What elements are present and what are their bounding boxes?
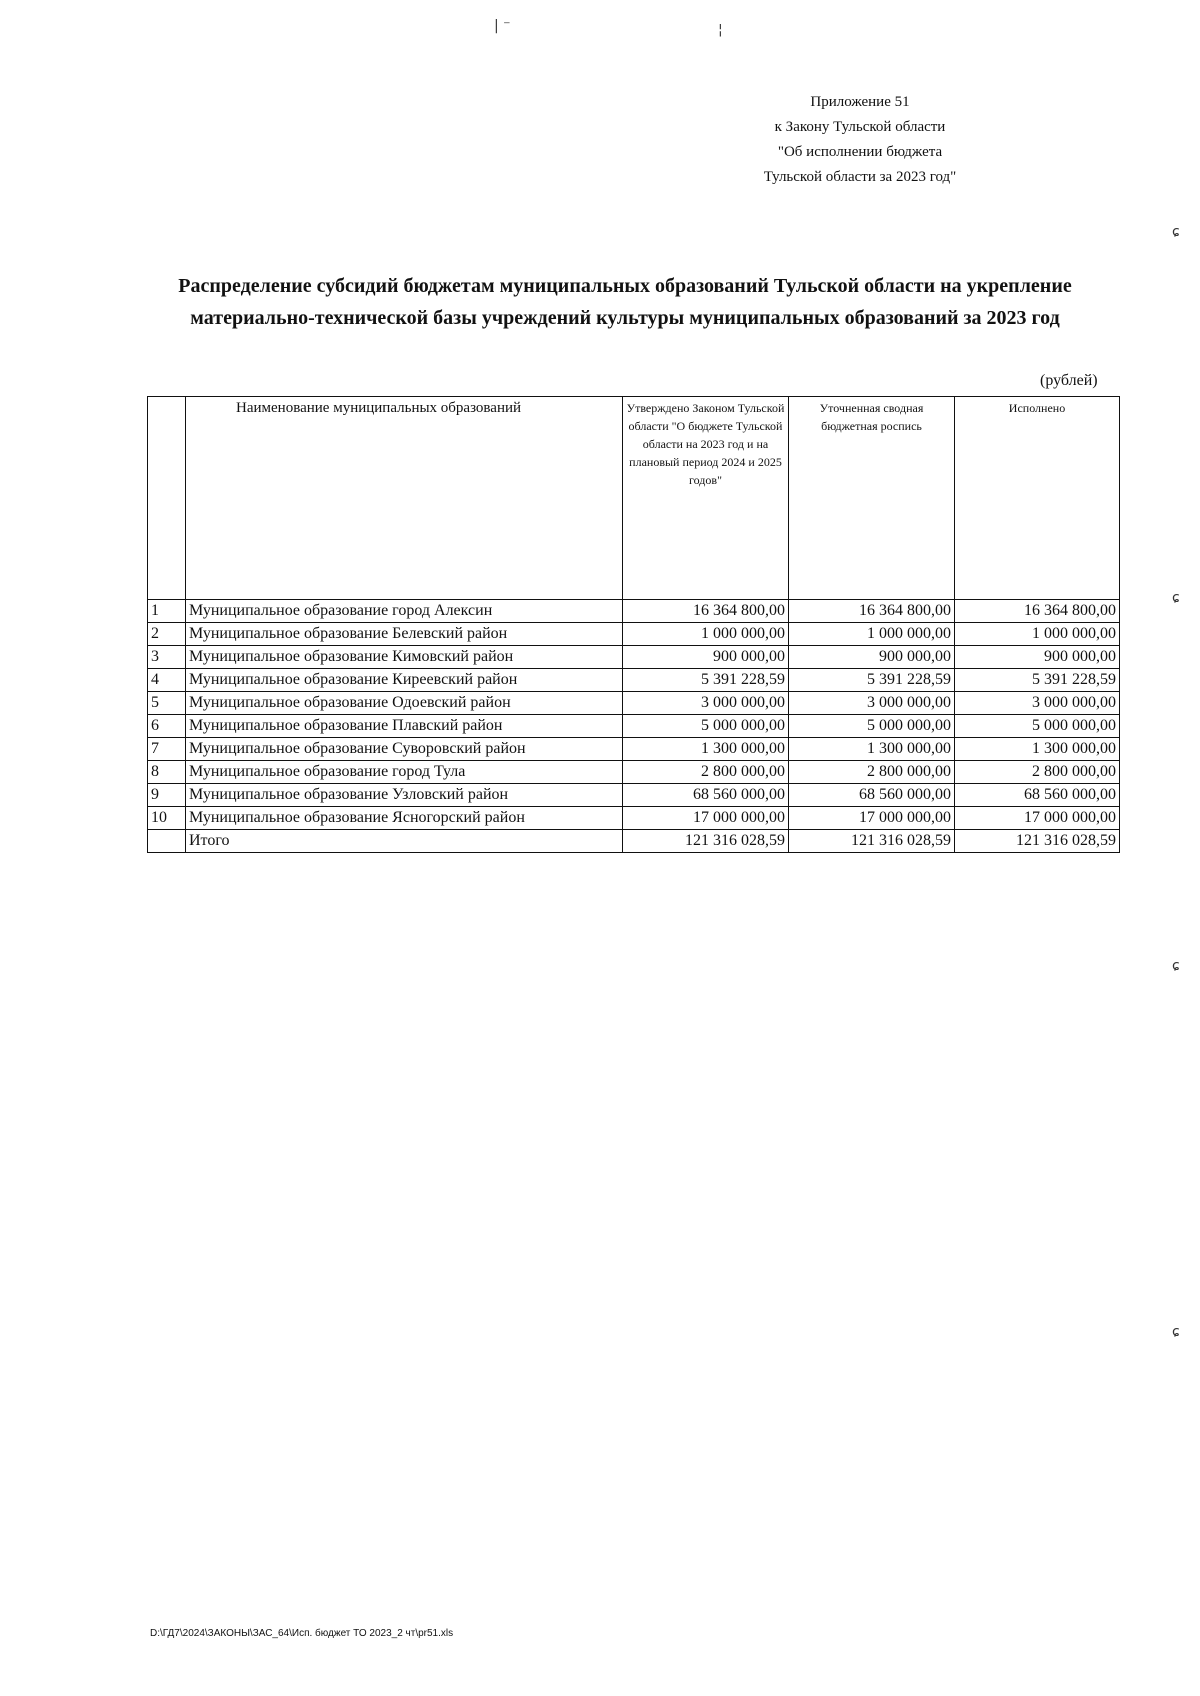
appendix-line-2: к Закону Тульской области bbox=[774, 119, 946, 135]
row-executed: 5 391 228,59 bbox=[955, 669, 1120, 692]
row-executed: 3 000 000,00 bbox=[955, 692, 1120, 715]
row-name: Муниципальное образование Белевский район bbox=[186, 623, 623, 646]
row-executed: 900 000,00 bbox=[955, 646, 1120, 669]
table-row bbox=[148, 669, 1120, 692]
appendix-line-3: "Об исполнении бюджета bbox=[777, 144, 943, 160]
row-name: Муниципальное образование Плавский район bbox=[186, 715, 623, 738]
row-revised: 5 000 000,00 bbox=[789, 715, 955, 738]
appendix-line-4: Тульской области за 2023 год" bbox=[763, 169, 957, 185]
table-row bbox=[148, 715, 1120, 738]
row-approved: 68 560 000,00 bbox=[623, 784, 789, 807]
row-revised: 900 000,00 bbox=[789, 646, 955, 669]
row-number: 2 bbox=[148, 623, 186, 646]
row-name: Муниципальное образование Узловский район bbox=[186, 784, 623, 807]
title-line-2: материально-технической базы учреждений культуры муниципальных образований за 2023 год bbox=[190, 307, 1060, 329]
unit-label: (рублей) bbox=[1040, 372, 1098, 389]
row-executed: 16 364 800,00 bbox=[955, 600, 1120, 623]
row-executed: 1 300 000,00 bbox=[955, 738, 1120, 761]
row-revised: 68 560 000,00 bbox=[789, 784, 955, 807]
row-approved: 2 800 000,00 bbox=[623, 761, 789, 784]
row-number: 4 bbox=[148, 669, 186, 692]
row-approved: 1 000 000,00 bbox=[623, 623, 789, 646]
row-name: Муниципальное образование Ясногорский район bbox=[186, 807, 623, 830]
row-number: 10 bbox=[148, 807, 186, 830]
total-approved: 121 316 028,59 bbox=[623, 830, 789, 853]
table-row bbox=[148, 761, 1120, 784]
total-number bbox=[148, 830, 186, 853]
row-revised: 17 000 000,00 bbox=[789, 807, 955, 830]
table-body bbox=[148, 600, 1120, 853]
row-name: Муниципальное образование Одоевский район bbox=[186, 692, 623, 715]
table-row bbox=[148, 784, 1120, 807]
total-label: Итого bbox=[186, 830, 623, 853]
row-approved: 1 300 000,00 bbox=[623, 738, 789, 761]
title-line-1: Распределение субсидий бюджетам муниципальных образований Тульской области на укрепление bbox=[178, 275, 1072, 297]
row-approved: 16 364 800,00 bbox=[623, 600, 789, 623]
scan-mark-margin-4: ɕ bbox=[1172, 1324, 1180, 1340]
appendix-line-1: Приложение 51 bbox=[810, 94, 910, 110]
row-number: 6 bbox=[148, 715, 186, 738]
row-name: Муниципальное образование город Алексин bbox=[186, 600, 623, 623]
total-revised: 121 316 028,59 bbox=[789, 830, 955, 853]
row-executed: 5 000 000,00 bbox=[955, 715, 1120, 738]
row-executed: 68 560 000,00 bbox=[955, 784, 1120, 807]
table-header-row bbox=[148, 397, 1120, 600]
document-title bbox=[130, 270, 1120, 334]
row-executed: 17 000 000,00 bbox=[955, 807, 1120, 830]
total-executed: 121 316 028,59 bbox=[955, 830, 1120, 853]
row-executed: 1 000 000,00 bbox=[955, 623, 1120, 646]
row-approved: 900 000,00 bbox=[623, 646, 789, 669]
header-approved: Утверждено Законом Тульской области "О бюджете Тульской области на 2023 год и на плановый период 2024 и 2025 годов" bbox=[623, 397, 789, 600]
scan-mark-top-right: ¦ bbox=[718, 22, 723, 38]
row-approved: 5 391 228,59 bbox=[623, 669, 789, 692]
row-revised: 1 300 000,00 bbox=[789, 738, 955, 761]
row-executed: 2 800 000,00 bbox=[955, 761, 1120, 784]
table-row bbox=[148, 623, 1120, 646]
row-approved: 3 000 000,00 bbox=[623, 692, 789, 715]
scan-mark-margin-3: ɕ bbox=[1172, 958, 1180, 974]
table-row bbox=[148, 738, 1120, 761]
row-approved: 5 000 000,00 bbox=[623, 715, 789, 738]
row-number: 3 bbox=[148, 646, 186, 669]
row-name: Муниципальное образование Кимовский район bbox=[186, 646, 623, 669]
row-revised: 5 391 228,59 bbox=[789, 669, 955, 692]
file-path-footer: D:\ГД7\2024\ЗАКОНЫ\ЗАС_64\Исп. бюджет ТО 2023_2 чт\pr51.xls bbox=[150, 1628, 454, 1639]
row-revised: 3 000 000,00 bbox=[789, 692, 955, 715]
header-name: Наименование муниципальных образований bbox=[186, 397, 623, 600]
scan-mark-margin-1: ɕ bbox=[1172, 224, 1180, 240]
scan-mark-top-left: | ⁻ bbox=[494, 18, 511, 34]
row-revised: 1 000 000,00 bbox=[789, 623, 955, 646]
row-number: 7 bbox=[148, 738, 186, 761]
row-name: Муниципальное образование Киреевский район bbox=[186, 669, 623, 692]
table-row bbox=[148, 807, 1120, 830]
row-approved: 17 000 000,00 bbox=[623, 807, 789, 830]
header-number bbox=[148, 397, 186, 600]
total-row bbox=[148, 830, 1120, 853]
table-row bbox=[148, 600, 1120, 623]
appendix-block bbox=[700, 90, 1020, 190]
scan-mark-margin-2: ɕ bbox=[1172, 590, 1180, 606]
row-number: 1 bbox=[148, 600, 186, 623]
row-revised: 2 800 000,00 bbox=[789, 761, 955, 784]
header-revised: Уточненная сводная бюджетная роспись bbox=[789, 397, 955, 600]
row-number: 5 bbox=[148, 692, 186, 715]
table-row bbox=[148, 646, 1120, 669]
table-row bbox=[148, 692, 1120, 715]
subsidy-table bbox=[147, 396, 1120, 853]
row-number: 9 bbox=[148, 784, 186, 807]
row-revised: 16 364 800,00 bbox=[789, 600, 955, 623]
row-number: 8 bbox=[148, 761, 186, 784]
header-executed: Исполнено bbox=[955, 397, 1120, 600]
row-name: Муниципальное образование Суворовский район bbox=[186, 738, 623, 761]
row-name: Муниципальное образование город Тула bbox=[186, 761, 623, 784]
